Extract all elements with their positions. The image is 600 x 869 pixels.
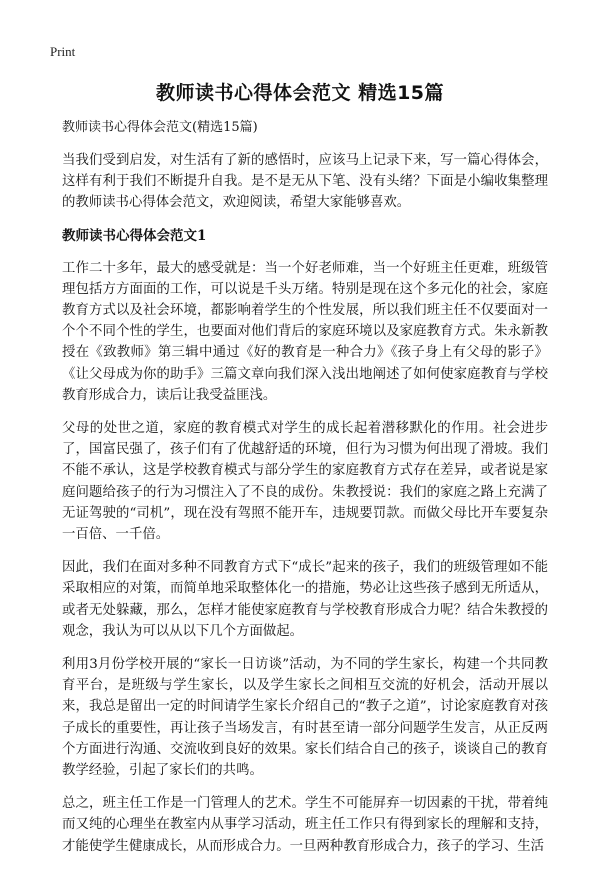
article-subtitle: 教师读书心得体会范文(精选15篇) (62, 120, 258, 135)
intro-paragraph: 当我们受到启发，对生活有了新的感悟时，应该马上记录下来，写一篇心得体会，这样有利于我们不断提升自我。是不是无从下笔、没有头绪？下面是小编收集整理的教师读书心得体会范文，欢迎阅读，希望大家能够喜欢。 (62, 153, 548, 211)
body-paragraph: 工作二十多年，最大的感受就是：当一个好老师难，当一个好班主任更难，班级管理包括方方面面的工作，可以说是千头万绪。特别是现在这个多元化的社会，家庭教育方式以及社会环境，都影响着学生的个性发展，所以我们班主任不仅要面对一个个不同个性的学生，也要面对他们背后的家庭环境以及家庭教育方式。朱永新教授在《致教师》第三辑中通过《好的教育是一种合力》《孩子身上有父母的影子》《让父母成为你的助手》三篇文章向我们深入浅出地阐述了如何使家庭教育与学校教育形成合力，读后让我受益匪浅。 (62, 260, 548, 403)
article-body (62, 118, 548, 869)
body-paragraph: 因此，我们在面对多种不同教育方式下“成长”起来的孩子，我们的班级管理如不能采取相应的对策，而简单地采取整体化一的措施，势必让这些孩子感到无所适从，或者无处躲藏，那么，怎样才能使家庭教育与学校教育形成合力呢？结合朱教授的观念，我认为可以从以下几个方面做起。 (62, 560, 548, 639)
body-paragraph: 父母的处世之道，家庭的教育模式对学生的成长起着潜移默化的作用。社会进步了，国富民强了，孩子们有了优越舒适的环境，但行为习惯为何出现了滑坡。我们不能不承认，这是学校教育模式与部分学生的家庭教育方式存在差异，或者说是家庭问题给孩子的行为习惯注入了不良的成份。朱教授说：我们的家庭之路上充满了无证驾驶的“司机”，现在没有驾照不能开车，违规要罚款。而做父母比开车要复杂一百倍、一千倍。 (62, 421, 548, 543)
page-title: 教师读书心得体会范文 精选15篇 (155, 82, 445, 104)
body-paragraph: 利用3月份学校开展的“家长一日访谈”活动，为不同的学生家长，构建一个共同教育平台，是班级与学生家长，以及学生家长之间相互交流的好机会，活动开展以来，我总是留出一定的时间请学生家长介绍自己的“教子之道”，讨论家庭教育对孩子成长的重要性，再让孩子当场发言，有时甚至请一部分问题学生发言，从正反两个方面进行沟通、交流收到良好的效果。家长们结合自己的孩子，谈谈自己的教育教学经验，引起了家长们的共鸣。 (62, 657, 548, 779)
body-paragraph: 总之，班主任工作是一门管理人的艺术。学生不可能屏弃一切因素的干扰，带着纯而又纯的心理坐在教室内从事学习活动，班主任工作只有得到家长的理解和支持，才能使学生健康成长，从而形成合力。一旦两种教育形成合力，孩子的学习、生活 (62, 796, 548, 854)
section-heading: 教师读书心得体会范文1 (62, 227, 207, 244)
print-link[interactable]: Print (50, 44, 76, 59)
